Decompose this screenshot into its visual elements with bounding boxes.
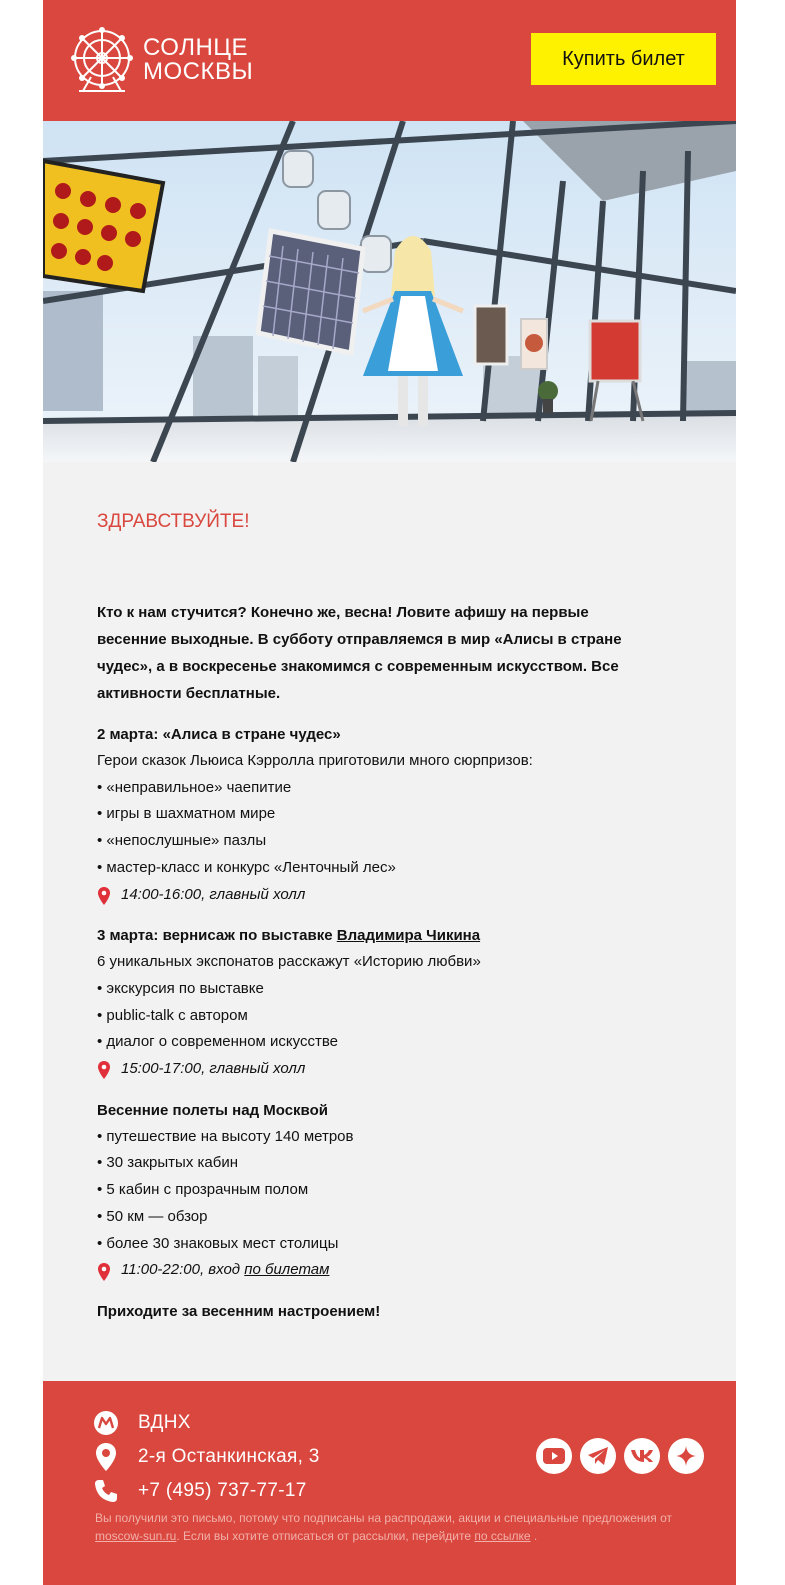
footer-address: [91, 1442, 320, 1472]
section-alice-location: [97, 882, 657, 909]
header: [43, 0, 736, 121]
metro-icon: [91, 1408, 121, 1438]
logo-line-2: МОСКВЫ: [143, 58, 254, 85]
list-item: • экскурсия по выставке: [97, 979, 264, 997]
section-alice-lead: Герои сказок Льюиса Кэрролла приготовили много сюрпризов:: [97, 752, 533, 769]
list-item: • игры в шахматном мире: [97, 805, 276, 823]
map-pin-icon: [97, 1059, 121, 1079]
map-pin-icon: [97, 885, 121, 905]
section-flights-location: [97, 1257, 657, 1284]
section-vernissage-lead: 6 уникальных экспонатов расскажут «Историю любви»: [97, 953, 481, 971]
greeting-heading: ЗДРАВСТВУЙТЕ!: [97, 511, 250, 532]
legal-text: [95, 1509, 695, 1545]
ferris-wheel-logo-icon: [71, 27, 133, 93]
phone-icon: [91, 1476, 121, 1506]
logo-line-1: СОЛНЦЕ: [143, 34, 249, 61]
list-item: • диалог о современном искусстве: [97, 1033, 338, 1051]
location-text: 11:00-22:00, вход: [121, 1261, 241, 1279]
telegram-icon[interactable]: [580, 1438, 616, 1474]
social-links: [536, 1438, 712, 1474]
footer-phone[interactable]: [91, 1476, 307, 1506]
list-item: • 5 кабин с прозрачным полом: [97, 1181, 309, 1199]
vk-icon[interactable]: [624, 1438, 660, 1474]
legal-part-1: Вы получили это письмо, потому что подписаны на распродажи, акции и специальные предложения от: [95, 1511, 672, 1525]
legal-part-3: .: [530, 1529, 538, 1543]
metro-text: ВДНХ: [138, 1412, 191, 1433]
phone-text[interactable]: +7 (495) 737-77-17: [138, 1480, 307, 1501]
youtube-icon[interactable]: [536, 1438, 572, 1474]
section-vernissage-location: [97, 1056, 657, 1083]
address-text: 2-я Останкинская, 3: [138, 1446, 320, 1467]
list-item: • «неправильное» чаепитие: [97, 778, 292, 796]
logo[interactable]: [71, 27, 261, 93]
footer: [43, 1381, 736, 1585]
list-item: • более 30 знаковых мест столицы: [97, 1234, 339, 1252]
section-alice-title: 2 марта: «Алиса в стране чудес»: [97, 726, 341, 743]
section-flights-title: Весенние полеты над Москвой: [97, 1101, 328, 1119]
location-text: 15:00-17:00, главный холл: [121, 1060, 306, 1078]
section-vernissage-title: [97, 922, 657, 949]
list-item: • «непослушные» пазлы: [97, 832, 267, 850]
hero-image: [43, 121, 736, 462]
email-page: [43, 0, 736, 1585]
list-item: • путешествие на высоту 140 метров: [97, 1127, 354, 1145]
location-text: 14:00-16:00, главный холл: [121, 885, 306, 903]
artist-link[interactable]: Владимира Чикина: [336, 927, 481, 945]
footer-metro: [91, 1408, 191, 1438]
site-link[interactable]: moscow-sun.ru: [95, 1529, 177, 1543]
buy-ticket-button[interactable]: Купить билет: [531, 33, 716, 85]
intro-paragraph: Кто к нам стучится? Конечно же, весна! Ловите афишу на первые весенние выходные. В субботу отправляемся в мир «Алисы в стране чудес», а в воскресенье знакомимся с современным искусством. Все активности бесплатные.: [97, 604, 622, 702]
tickets-link[interactable]: по билетам: [244, 1261, 330, 1279]
list-item: • мастер-класс и конкурс «Ленточный лес»: [97, 858, 396, 876]
unsubscribe-link[interactable]: по ссылке: [474, 1529, 531, 1543]
legal-part-2: . Если вы хотите отписаться от рассылки, перейдите: [176, 1529, 475, 1543]
section-vernissage-title-text: 3 марта: вернисаж по выставке: [97, 927, 337, 945]
location-icon: [91, 1442, 121, 1472]
list-item: • 50 км — обзор: [97, 1207, 208, 1225]
list-item: • public-talk с автором: [97, 1006, 248, 1024]
hero-illustration: [43, 121, 736, 462]
list-item: • 30 закрытых кабин: [97, 1154, 238, 1172]
logo-text: [143, 36, 253, 84]
email-body: [97, 500, 657, 1325]
outro-text: Приходите за весенним настроением!: [97, 1302, 381, 1320]
zen-icon[interactable]: [668, 1438, 704, 1474]
map-pin-icon: [97, 1261, 121, 1281]
